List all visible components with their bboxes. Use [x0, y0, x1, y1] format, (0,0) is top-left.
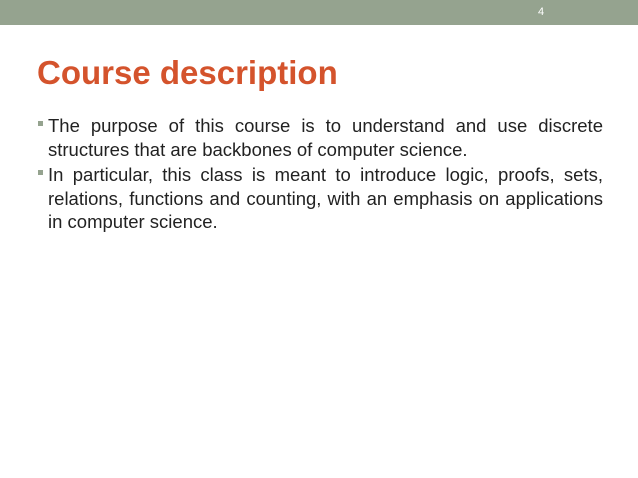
- bullet-item-purpose: [38, 114, 603, 161]
- bullet-item-topics: [38, 163, 603, 234]
- top-bar: [0, 0, 638, 25]
- bullet-text-topics: In particular, this class is meant to introduce logic, proofs, sets, relations, functions and counting, with an emphasis on applications in computer science.: [48, 164, 603, 232]
- slide-number: 4: [537, 6, 545, 18]
- square-bullet-icon: [38, 121, 43, 126]
- bullet-list: [38, 114, 603, 236]
- bullet-text-purpose: The purpose of this course is to understand and use discrete structures that are backbones of computer science.: [48, 115, 603, 160]
- square-bullet-icon: [38, 170, 43, 175]
- slide-title: Course description: [37, 54, 338, 91]
